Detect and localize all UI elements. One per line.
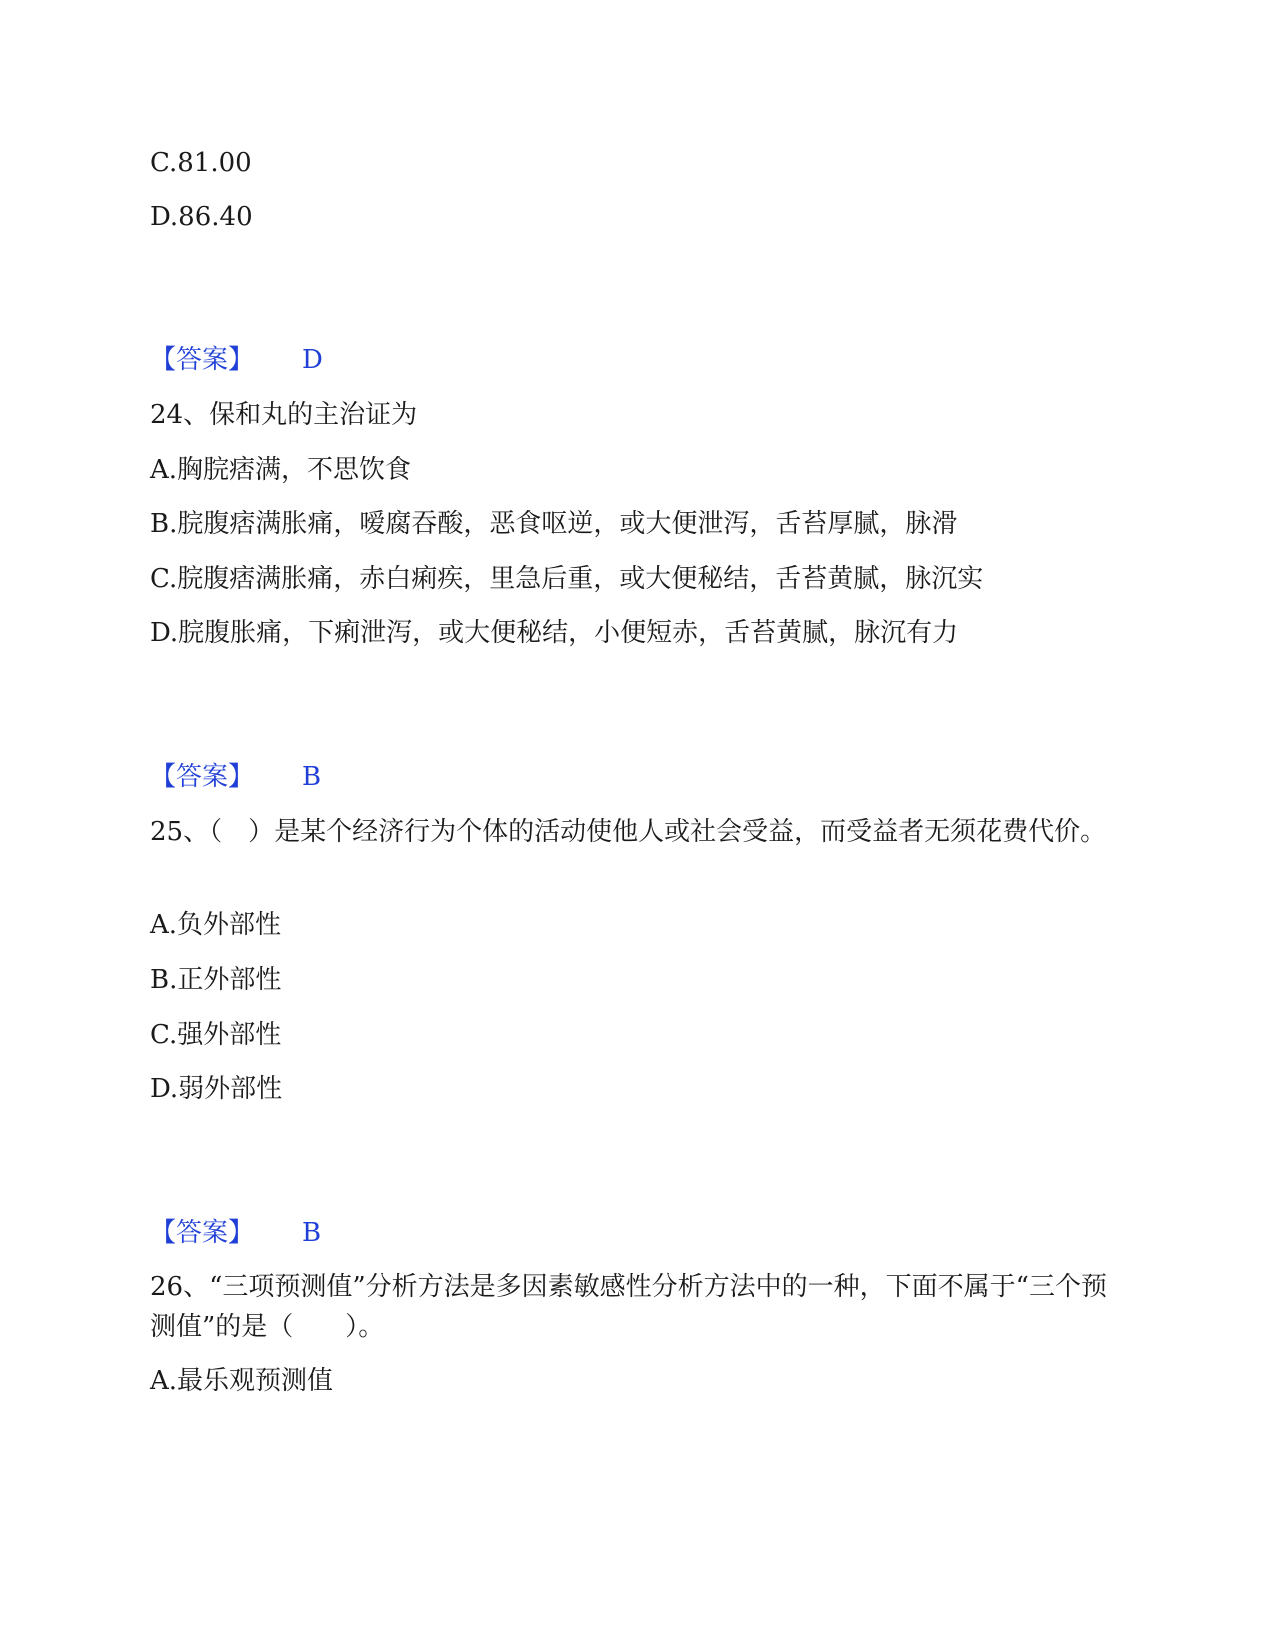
- q23-answer: [150, 345, 323, 375]
- q24-answer: [150, 762, 321, 792]
- answer-value: B: [302, 762, 322, 792]
- q24-option-a: A.胸脘痞满，不思饮食: [150, 455, 412, 485]
- q25-stem: 25、（ ）是某个经济行为个体的活动使他人或社会受益，而受益者无须花费代价。: [150, 817, 1107, 847]
- q24-stem: 24、保和丸的主治证为: [150, 400, 418, 430]
- q25-option-c: C.强外部性: [150, 1020, 282, 1050]
- answer-value: D: [302, 345, 323, 375]
- q23-option-d: D.86.40: [150, 202, 253, 232]
- q24-option-b: B.脘腹痞满胀痛，嗳腐吞酸，恶食呕逆，或大便泄泻，舌苔厚腻，脉滑: [150, 509, 958, 539]
- answer-label: 【答案】: [150, 762, 255, 792]
- q25-option-a: A.负外部性: [150, 910, 282, 940]
- q24-option-d: D.脘腹胀痛，下痢泄泻，或大便秘结，小便短赤，舌苔黄腻，脉沉有力: [150, 618, 959, 648]
- q24-option-c: C.脘腹痞满胀痛，赤白痢疾，里急后重，或大便秘结，舌苔黄腻，脉沉实: [150, 564, 984, 594]
- q23-option-c: C.81.00: [150, 148, 252, 178]
- q26-option-a: A.最乐观预测值: [150, 1366, 334, 1396]
- q25-option-b: B.正外部性: [150, 965, 282, 995]
- q25-answer: [150, 1218, 321, 1248]
- answer-value: B: [302, 1218, 322, 1248]
- q25-option-d: D.弱外部性: [150, 1074, 283, 1104]
- q26-stem: 26、“三项预测值”分析方法是多因素敏感性分析方法中的一种，下面不属于“三个预测值”的是（ ）。: [150, 1272, 1107, 1342]
- answer-label: 【答案】: [150, 345, 255, 375]
- answer-label: 【答案】: [150, 1218, 255, 1248]
